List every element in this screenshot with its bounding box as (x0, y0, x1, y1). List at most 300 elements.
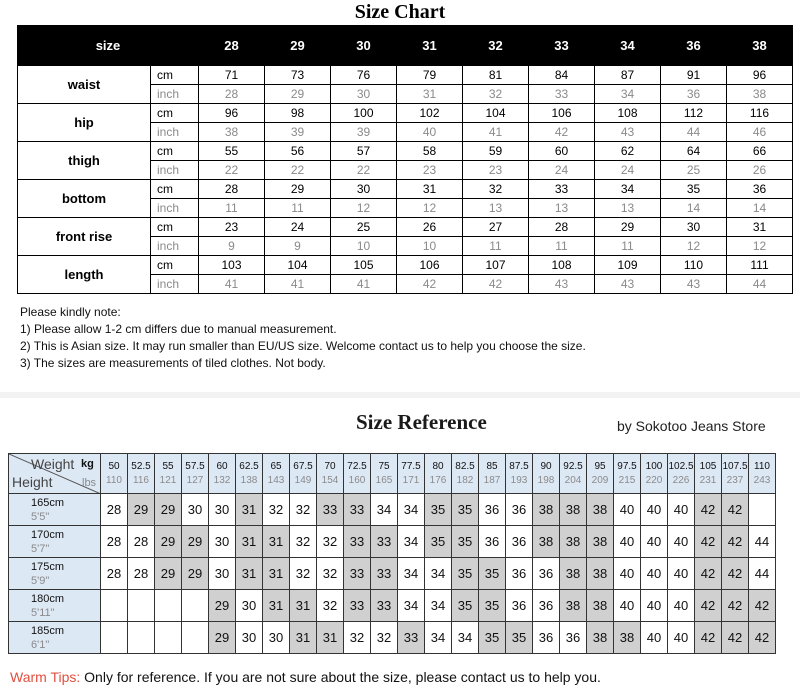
measurement-value: 10 (331, 237, 397, 256)
weight-col-header (641, 454, 668, 494)
height-row (9, 622, 776, 654)
measurement-value: 38 (727, 85, 793, 104)
note-line: Please kindly note: (20, 305, 121, 319)
height-row-header (9, 526, 101, 558)
measurement-value: 33 (529, 85, 595, 104)
weight-col-header (506, 454, 533, 494)
measurement-value: 26 (727, 161, 793, 180)
weight-lbs: 226 (672, 474, 690, 486)
measurement-value: 25 (331, 218, 397, 237)
measurement-value: 41 (265, 275, 331, 294)
size-cell: 40 (668, 526, 695, 558)
measurement-value: 66 (727, 142, 793, 161)
measurement-value: 12 (661, 237, 727, 256)
size-cell: 29 (128, 494, 155, 526)
size-cell: 42 (722, 558, 749, 590)
size-cell: 31 (290, 622, 317, 654)
size-col-header: 36 (661, 26, 727, 66)
measurement-value: 33 (529, 180, 595, 199)
weight-kg: 95 (594, 460, 606, 472)
size-cell: 34 (398, 526, 425, 558)
measurement-value: 30 (331, 85, 397, 104)
weight-lbs: 193 (510, 474, 528, 486)
measurement-value: 22 (265, 161, 331, 180)
size-cell: 38 (587, 526, 614, 558)
size-cell: 29 (182, 526, 209, 558)
measurement-value: 9 (199, 237, 265, 256)
size-cell: 36 (506, 494, 533, 526)
measurement-value: 12 (397, 199, 463, 218)
measurement-row-cm (18, 66, 793, 85)
measurement-value: 29 (265, 180, 331, 199)
unit-label: cm (151, 218, 199, 237)
weight-col-header (398, 454, 425, 494)
height-cm: 170cm (31, 528, 65, 541)
size-cell: 34 (371, 494, 398, 526)
size-cell: 42 (722, 622, 749, 654)
weight-lbs: 215 (618, 474, 636, 486)
measurement-value: 14 (661, 199, 727, 218)
measurement-row-cm (18, 180, 793, 199)
height-row-header (9, 590, 101, 622)
weight-col-header (209, 454, 236, 494)
measurement-value: 96 (199, 104, 265, 123)
size-col-header: 32 (463, 26, 529, 66)
measurement-value: 43 (595, 275, 661, 294)
weight-col-header (101, 454, 128, 494)
weight-lbs: 121 (159, 474, 177, 486)
size-cell: 40 (641, 494, 668, 526)
size-cell: 44 (749, 558, 776, 590)
measurement-value: 13 (529, 199, 595, 218)
measurement-name: bottom (18, 180, 151, 218)
size-cell: 35 (506, 622, 533, 654)
size-cell: 36 (479, 526, 506, 558)
measurement-value: 11 (529, 237, 595, 256)
size-cell: 35 (452, 494, 479, 526)
weight-lbs: 231 (699, 474, 717, 486)
size-col-header: 30 (331, 26, 397, 66)
size-cell (749, 494, 776, 526)
size-cell: 36 (506, 590, 533, 622)
size-cell: 36 (560, 622, 587, 654)
size-cell: 33 (371, 590, 398, 622)
weight-lbs: 110 (106, 474, 122, 486)
measurement-name: length (18, 256, 151, 294)
weight-kg: 55 (162, 460, 174, 472)
weight-col-header (290, 454, 317, 494)
weight-col-header (344, 454, 371, 494)
height-row (9, 494, 776, 526)
weight-lbs: 160 (348, 474, 366, 486)
size-cell: 29 (155, 526, 182, 558)
size-cell: 35 (479, 558, 506, 590)
measurement-name: waist (18, 66, 151, 104)
measurement-value: 91 (661, 66, 727, 85)
measurement-value: 41 (331, 275, 397, 294)
size-cell: 32 (290, 558, 317, 590)
weight-kg: 100 (645, 460, 663, 472)
weight-kg: 92.5 (563, 460, 583, 472)
weight-lbs: 154 (321, 474, 339, 486)
size-cell: 34 (425, 558, 452, 590)
weight-col-header (614, 454, 641, 494)
height-ft: 5'9" (31, 574, 50, 587)
size-cell: 42 (695, 558, 722, 590)
measurement-value: 111 (727, 256, 793, 275)
size-cell: 29 (209, 590, 236, 622)
measurement-value: 109 (595, 256, 661, 275)
measurement-value: 76 (331, 66, 397, 85)
measurement-value: 59 (463, 142, 529, 161)
measurement-value: 41 (463, 123, 529, 142)
weight-header-row (9, 454, 776, 494)
size-cell: 31 (263, 558, 290, 590)
size-cell: 40 (614, 494, 641, 526)
size-cell: 31 (236, 558, 263, 590)
size-cell: 35 (425, 494, 452, 526)
weight-kg: 87.5 (509, 460, 529, 472)
size-cell: 32 (317, 526, 344, 558)
size-cell: 40 (668, 494, 695, 526)
weight-kg: 65 (270, 460, 282, 472)
size-col-header: 38 (727, 26, 793, 66)
size-cell: 31 (317, 622, 344, 654)
size-cell: 38 (560, 494, 587, 526)
unit-label: cm (151, 66, 199, 85)
note-line: 1) Please allow 1-2 cm differs due to manual measurement. (20, 322, 337, 336)
size-cell: 38 (533, 526, 560, 558)
measurement-value: 25 (661, 161, 727, 180)
weight-kg: 50 (108, 460, 120, 472)
size-cell: 40 (641, 622, 668, 654)
size-cell: 36 (506, 558, 533, 590)
size-cell (155, 622, 182, 654)
unit-label: inch (151, 85, 199, 104)
height-ft: 5'7" (31, 542, 50, 555)
note-line: 2) This is Asian size. It may run smaller than EU/US size. Welcome contact us to help you choose the size. (20, 339, 586, 353)
measurement-value: 41 (199, 275, 265, 294)
size-cell: 30 (263, 622, 290, 654)
weight-lbs: 116 (133, 474, 149, 486)
size-header-row (18, 26, 793, 66)
weight-col-header (155, 454, 182, 494)
measurement-value: 64 (661, 142, 727, 161)
measurement-value: 30 (661, 218, 727, 237)
size-cell: 34 (425, 622, 452, 654)
measurement-value: 23 (199, 218, 265, 237)
warm-tips-text: Only for reference. If you are not sure about the size, please contact us to help you. (80, 669, 601, 685)
size-cell: 38 (587, 558, 614, 590)
weight-lbs: 143 (267, 474, 285, 486)
measurement-row-cm (18, 218, 793, 237)
weight-col-header (236, 454, 263, 494)
size-cell: 32 (344, 622, 371, 654)
measurement-value: 112 (661, 104, 727, 123)
size-cell: 38 (587, 622, 614, 654)
measurement-value: 108 (595, 104, 661, 123)
measurement-value: 9 (265, 237, 331, 256)
size-cell (101, 622, 128, 654)
measurement-value: 42 (529, 123, 595, 142)
unit-label: cm (151, 256, 199, 275)
size-cell: 34 (425, 590, 452, 622)
height-label: Height (12, 474, 53, 490)
size-cell: 38 (587, 590, 614, 622)
size-cell: 40 (614, 590, 641, 622)
height-row (9, 590, 776, 622)
size-chart-table (17, 25, 793, 294)
size-cell: 29 (155, 494, 182, 526)
weight-lbs: 138 (240, 474, 258, 486)
size-cell: 36 (533, 558, 560, 590)
size-cell: 33 (344, 558, 371, 590)
weight-lbs: 209 (591, 474, 609, 486)
weight-kg: 80 (432, 460, 444, 472)
measurement-value: 31 (727, 218, 793, 237)
size-cell: 30 (209, 558, 236, 590)
size-cell: 30 (236, 590, 263, 622)
unit-label: cm (151, 104, 199, 123)
measurement-value: 39 (331, 123, 397, 142)
weight-lbs: 243 (753, 474, 771, 486)
weight-kg: 52.5 (131, 460, 151, 472)
measurement-value: 24 (529, 161, 595, 180)
measurement-value: 12 (331, 199, 397, 218)
measurement-value: 22 (331, 161, 397, 180)
measurement-value: 34 (595, 85, 661, 104)
size-cell: 29 (182, 558, 209, 590)
unit-label: cm (151, 142, 199, 161)
measurement-value: 105 (331, 256, 397, 275)
measurement-value: 81 (463, 66, 529, 85)
size-cell (182, 590, 209, 622)
measurement-value: 87 (595, 66, 661, 85)
measurement-value: 108 (529, 256, 595, 275)
size-cell: 44 (749, 526, 776, 558)
measurement-value: 42 (463, 275, 529, 294)
weight-kg: 67.5 (293, 460, 313, 472)
weight-col-header (722, 454, 749, 494)
weight-kg: 70 (324, 460, 336, 472)
height-row-header (9, 494, 101, 526)
size-cell: 42 (695, 526, 722, 558)
measurement-value: 12 (727, 237, 793, 256)
size-cell: 42 (695, 590, 722, 622)
unit-label: cm (151, 180, 199, 199)
size-cell: 36 (533, 622, 560, 654)
measurement-value: 71 (199, 66, 265, 85)
measurement-value: 106 (529, 104, 595, 123)
height-row-header (9, 558, 101, 590)
size-col-header: 33 (529, 26, 595, 66)
size-cell: 35 (425, 526, 452, 558)
measurement-value: 100 (331, 104, 397, 123)
measurement-value: 62 (595, 142, 661, 161)
weight-lbs: 198 (537, 474, 555, 486)
weight-lbs: 127 (186, 474, 204, 486)
size-col-header: 34 (595, 26, 661, 66)
weight-col-header (695, 454, 722, 494)
size-col-header: 29 (265, 26, 331, 66)
size-cell: 28 (101, 558, 128, 590)
height-row-header (9, 622, 101, 654)
measurement-name: thigh (18, 142, 151, 180)
size-cell: 42 (722, 590, 749, 622)
weight-lbs: 237 (726, 474, 744, 486)
measurement-value: 84 (529, 66, 595, 85)
weight-lbs: 204 (564, 474, 582, 486)
measurement-value: 11 (199, 199, 265, 218)
size-cell: 40 (614, 526, 641, 558)
size-cell: 40 (614, 558, 641, 590)
size-col-header: 28 (199, 26, 265, 66)
size-cell: 42 (695, 622, 722, 654)
measurement-value: 43 (529, 275, 595, 294)
size-cell: 34 (398, 558, 425, 590)
measurement-row-cm (18, 104, 793, 123)
weight-lbs: 182 (456, 474, 474, 486)
size-cell: 34 (398, 590, 425, 622)
measurement-value: 11 (595, 237, 661, 256)
size-reference-table (8, 453, 776, 654)
height-row (9, 526, 776, 558)
size-cell: 40 (641, 558, 668, 590)
size-cell: 28 (101, 494, 128, 526)
size-cell: 36 (533, 590, 560, 622)
measurement-value: 58 (397, 142, 463, 161)
measurement-value: 104 (265, 256, 331, 275)
size-reference-title: Size Reference (356, 410, 487, 434)
size-cell: 30 (209, 494, 236, 526)
size-cell: 35 (479, 590, 506, 622)
size-cell (101, 590, 128, 622)
size-cell: 35 (452, 590, 479, 622)
measurement-value: 60 (529, 142, 595, 161)
measurement-row-cm (18, 142, 793, 161)
section-divider (0, 392, 800, 398)
measurement-value: 55 (199, 142, 265, 161)
weight-col-header (560, 454, 587, 494)
measurement-value: 32 (463, 180, 529, 199)
weight-kg: 62.5 (239, 460, 259, 472)
measurement-value: 11 (463, 237, 529, 256)
size-cell: 32 (290, 494, 317, 526)
measurement-value: 13 (463, 199, 529, 218)
size-cell: 31 (236, 526, 263, 558)
measurement-value: 23 (397, 161, 463, 180)
measurement-value: 29 (265, 85, 331, 104)
size-cell: 29 (209, 622, 236, 654)
weight-col-header (587, 454, 614, 494)
size-cell: 36 (479, 494, 506, 526)
weight-col-header (749, 454, 776, 494)
measurement-value: 56 (265, 142, 331, 161)
measurement-value: 103 (199, 256, 265, 275)
size-cell: 38 (560, 558, 587, 590)
unit-label: inch (151, 275, 199, 294)
size-cell: 31 (236, 494, 263, 526)
size-label: size (18, 26, 199, 66)
measurement-value: 27 (463, 218, 529, 237)
size-cell: 38 (587, 494, 614, 526)
measurement-value: 24 (265, 218, 331, 237)
size-cell: 42 (722, 526, 749, 558)
weight-col-header (533, 454, 560, 494)
size-cell: 31 (290, 590, 317, 622)
measurement-value: 32 (463, 85, 529, 104)
weight-kg: 97.5 (617, 460, 637, 472)
unit-label: inch (151, 161, 199, 180)
weight-kg: 75 (378, 460, 390, 472)
measurement-value: 34 (595, 180, 661, 199)
measurement-value: 14 (727, 199, 793, 218)
height-cm: 175cm (31, 560, 65, 573)
measurement-value: 104 (463, 104, 529, 123)
weight-col-header (317, 454, 344, 494)
weight-label: Weight (31, 456, 75, 472)
weight-col-header (452, 454, 479, 494)
measurement-value: 13 (595, 199, 661, 218)
weight-lbs: 171 (402, 474, 420, 486)
size-cell: 40 (668, 558, 695, 590)
measurement-value: 96 (727, 66, 793, 85)
size-cell: 33 (398, 622, 425, 654)
measurement-value: 38 (199, 123, 265, 142)
measurement-value: 46 (727, 123, 793, 142)
size-cell: 38 (560, 526, 587, 558)
store-byline: by Sokotoo Jeans Store (617, 418, 766, 434)
size-cell (128, 590, 155, 622)
weight-lbs: 187 (483, 474, 501, 486)
height-ft: 5'5" (31, 510, 50, 523)
size-cell: 32 (317, 558, 344, 590)
measurement-value: 36 (727, 180, 793, 199)
unit-label: inch (151, 237, 199, 256)
measurement-value: 79 (397, 66, 463, 85)
measurement-value: 57 (331, 142, 397, 161)
measurement-value: 10 (397, 237, 463, 256)
weight-kg: 57.5 (185, 460, 205, 472)
size-cell: 35 (479, 622, 506, 654)
measurement-value: 31 (397, 85, 463, 104)
weight-kg: 107.5 (722, 460, 748, 472)
measurement-value: 11 (265, 199, 331, 218)
size-cell: 35 (452, 526, 479, 558)
size-cell: 32 (263, 494, 290, 526)
measurement-value: 23 (463, 161, 529, 180)
measurement-value: 30 (331, 180, 397, 199)
size-cell: 34 (398, 494, 425, 526)
size-cell: 33 (344, 494, 371, 526)
measurement-value: 28 (199, 180, 265, 199)
size-cell: 30 (236, 622, 263, 654)
size-cell: 31 (263, 590, 290, 622)
measurement-value: 110 (661, 256, 727, 275)
height-row (9, 558, 776, 590)
kg-label: kg (81, 458, 94, 470)
size-cell: 34 (452, 622, 479, 654)
height-ft: 5'11" (31, 606, 55, 619)
size-col-header: 31 (397, 26, 463, 66)
measurement-value: 102 (397, 104, 463, 123)
measurement-value: 42 (397, 275, 463, 294)
weight-col-header (128, 454, 155, 494)
size-cell: 33 (371, 558, 398, 590)
size-cell: 42 (749, 622, 776, 654)
size-cell: 38 (533, 494, 560, 526)
size-cell: 33 (344, 526, 371, 558)
